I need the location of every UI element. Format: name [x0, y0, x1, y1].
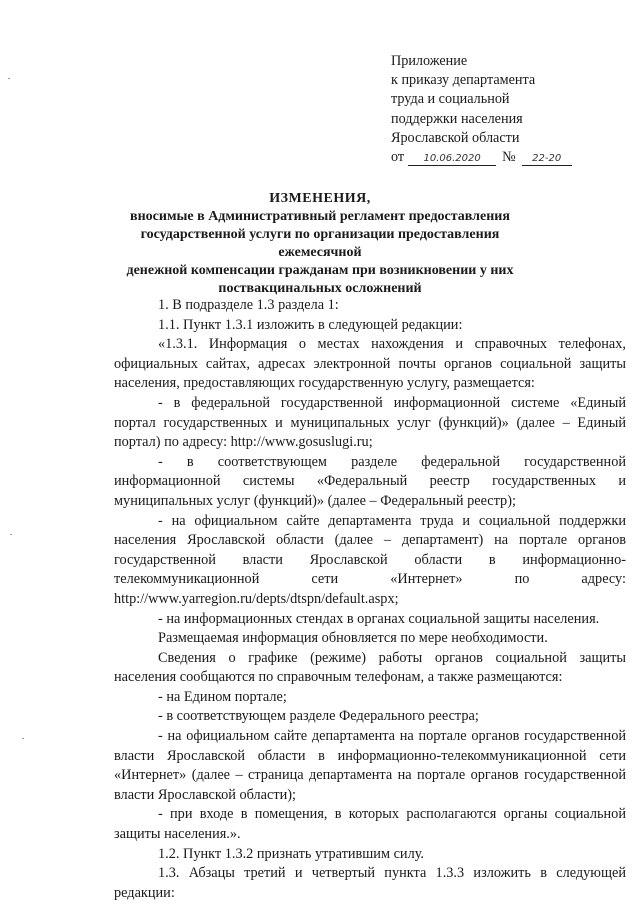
title-subtitle-line: вносимые в Административный регламент предоставления — [130, 209, 510, 224]
body-paragraph: - в соответствующем разделе Федерального реестра; — [158, 708, 479, 725]
body-paragraph: 1.2. Пункт 1.3.2 признать утратившим силу. — [158, 845, 425, 862]
handwritten-date: 10.06.2020 — [408, 153, 496, 166]
body-paragraph: 1.1. Пункт 1.3.1 изложить в следующей редакции: — [158, 316, 463, 333]
approval-line: труда и социальной — [391, 91, 510, 108]
body-paragraph: Сведения о графике (режиме) работы органов социальной защиты населения сообщаются по справочным телефонам, а также размещаются: — [114, 649, 626, 686]
scan-speck — [22, 738, 24, 739]
title-subtitle-line: государственной услуги по организации предоставления ежемесячной — [140, 227, 500, 260]
approval-line: поддержки населения — [391, 110, 523, 127]
body-paragraph: «1.3.1. Информация о местах нахождения и справочных телефонах, официальных сайтах, адресах электронной почты органов социальной защиты населения, предоставляющих государственную услугу, размещается: — [114, 336, 626, 392]
scan-speck — [10, 534, 12, 535]
approval-block — [391, 52, 621, 167]
body-paragraph: - на официальном сайте департамента труда и социальной поддержки населения Ярославской области (далее – департамент) на портале органов государственной власти Ярославской области в информационно-телекоммуникационной сети «Интернет» по адресу: http://www.yarregion.ru/depts/dtspn/default.aspx; — [114, 512, 626, 607]
number-prefix: № — [502, 149, 516, 166]
title-subtitle-line: поствакцинальных осложнений — [218, 281, 422, 296]
body-paragraph: 1.3. Абзацы третий и четвертый пункта 1.3.3 изложить в следующей редакции: — [114, 865, 626, 901]
handwritten-number: 22-20 — [522, 153, 572, 166]
scan-speck — [8, 78, 10, 79]
approval-line: к приказу департамента — [391, 72, 536, 89]
approval-line: Ярославской области — [391, 129, 520, 146]
from-prefix: от — [391, 149, 405, 166]
approval-date-line — [391, 148, 621, 167]
body-paragraph: - в соответствующем разделе федеральной государственной информационной системы «Федеральный реестр государственных и муниципальных услуг (функций)» (далее – Федеральный реестр); — [114, 453, 626, 509]
body-paragraph: 1. В подразделе 1.3 раздела 1: — [158, 297, 339, 313]
document-body — [114, 296, 626, 903]
body-paragraph: Размещаемая информация обновляется по мере необходимости. — [158, 630, 548, 647]
body-paragraph: - в федеральной государственной информационной системе «Единый портал государственных и муниципальных услуг (функций)» (далее – Единый портал) по адресу: http://www.gosuslugi.ru; — [114, 394, 626, 451]
title-heading: ИЗМЕНЕНИЯ, — [269, 191, 371, 206]
body-paragraph: - на официальном сайте департамента на портале органов государственной власти Ярославской области в информационно-телекоммуникационной сети «Интернет» (далее – страница департамента на портале органов государственной власти Ярославской области); — [114, 728, 626, 803]
body-paragraph: - при входе в помещения, в которых располагаются органы социальной защиты населения.». — [114, 806, 626, 843]
approval-line: Приложение — [391, 53, 468, 69]
body-paragraph: - на информационных стендах в органах социальной защиты населения. — [158, 610, 600, 627]
title-subtitle-line: денежной компенсации гражданам при возникновении у них — [126, 263, 514, 278]
document-title — [100, 190, 540, 298]
body-paragraph: - на Едином портале; — [158, 688, 287, 705]
